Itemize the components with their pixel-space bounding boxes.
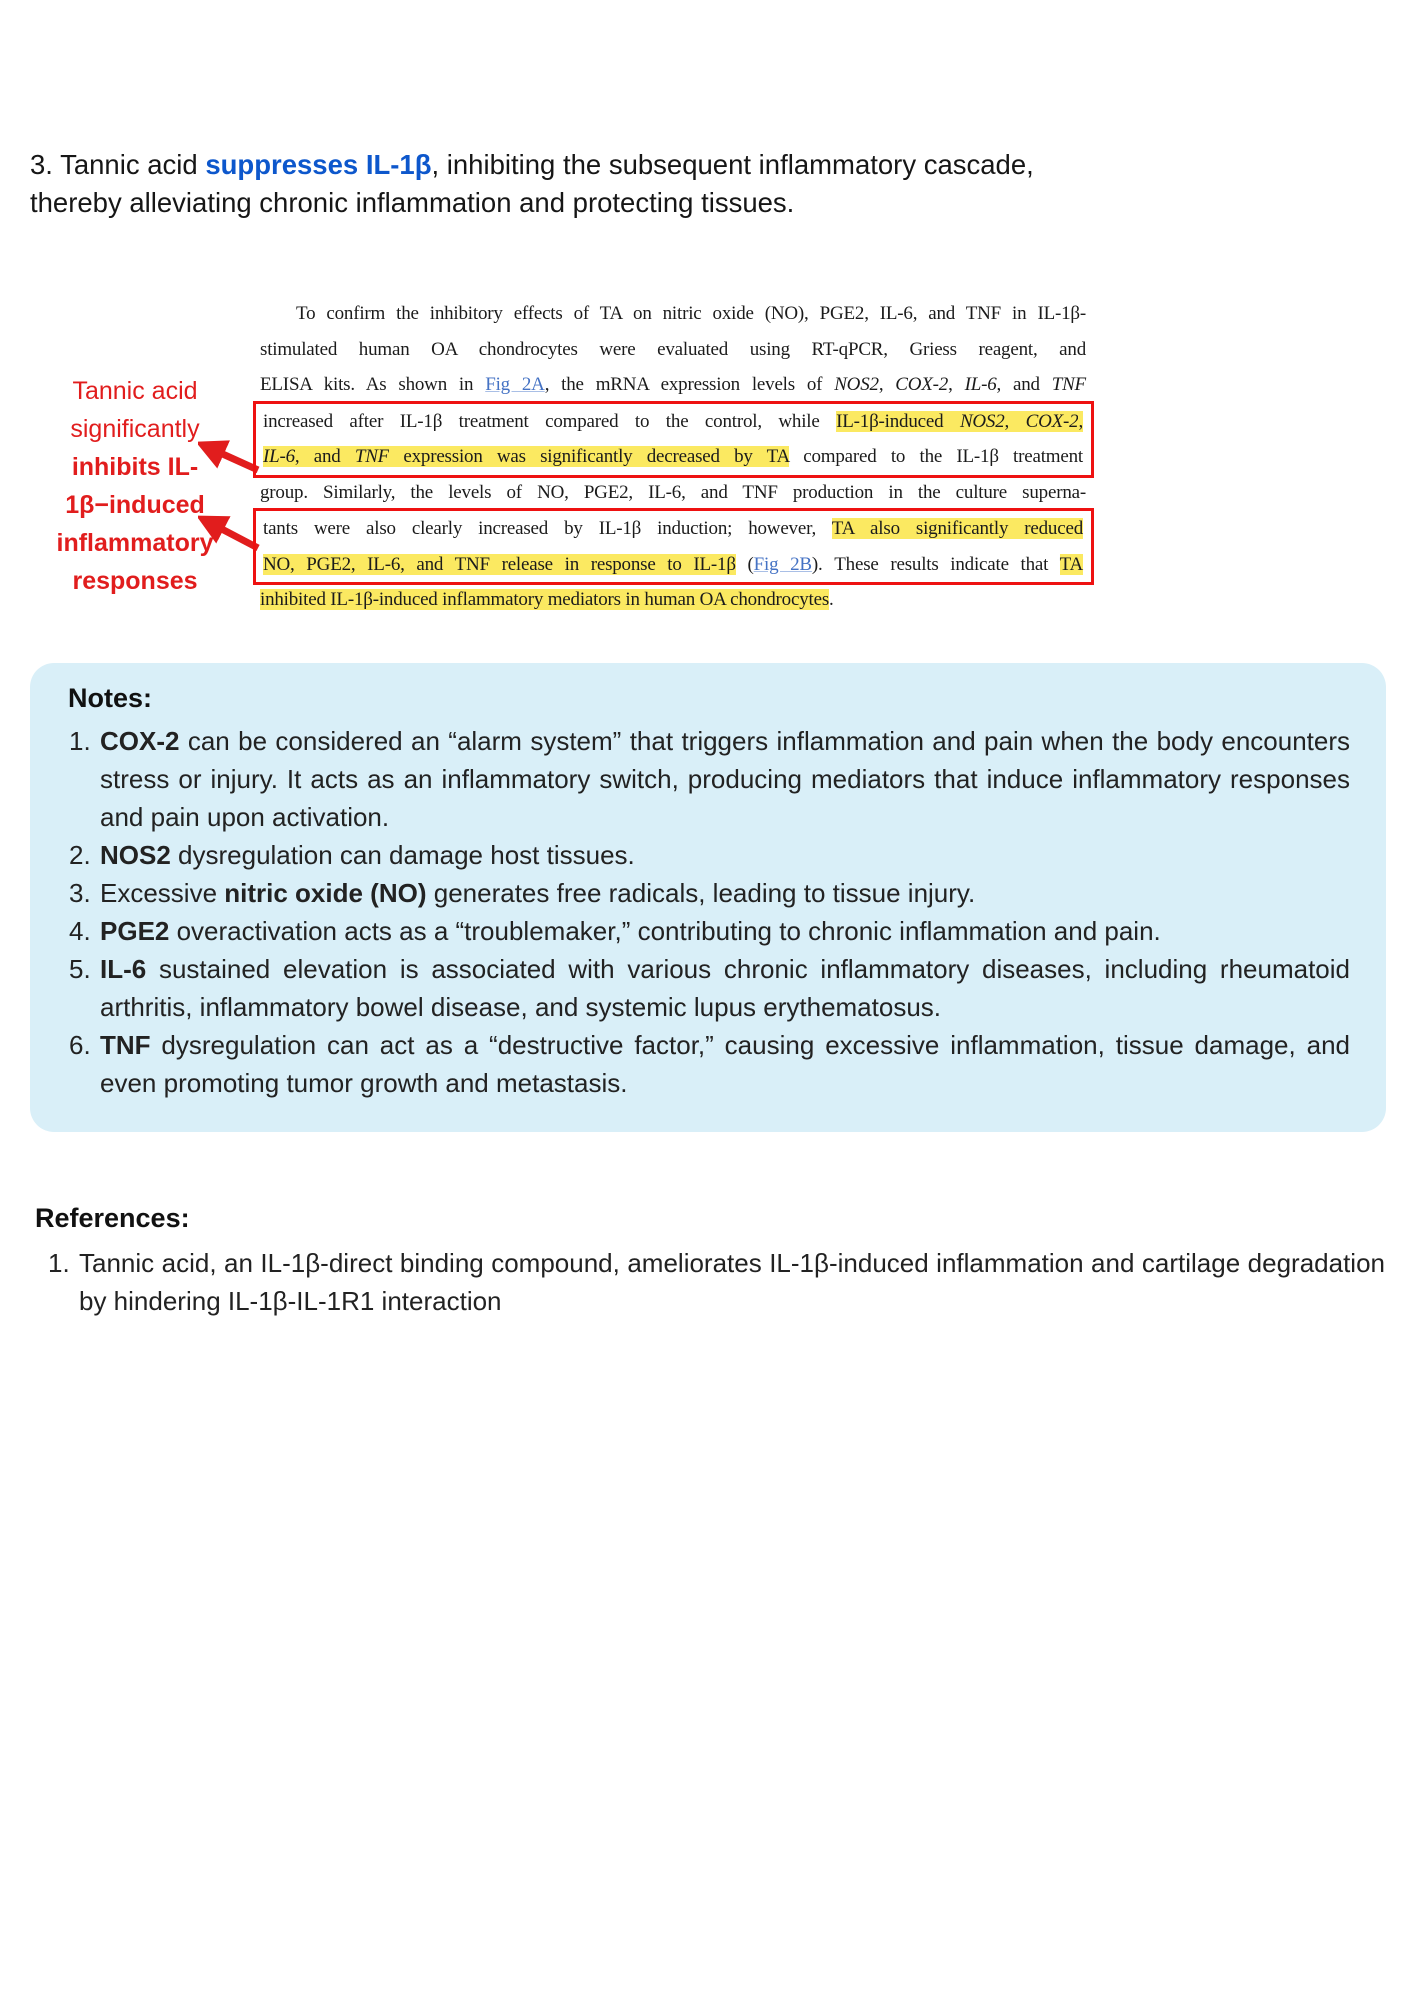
paper-excerpt	[260, 296, 1086, 618]
text-segment: , inhibiting the subsequent inflammatory cascade, thereby alleviating chronic inflammation and protecting tissues.	[30, 149, 1034, 218]
text-segment: Excessive	[100, 878, 225, 908]
text-segment: , the mRNA expression levels of	[544, 374, 835, 395]
text-segment: TNF	[1051, 374, 1086, 395]
notes-list	[56, 722, 1350, 1102]
text-segment: NO, PGE2, IL-6, and TNF release in response to IL-1β	[263, 553, 736, 575]
text-segment: COX-2	[895, 374, 949, 395]
text-segment: ,	[1004, 410, 1026, 432]
text-segment: To confirm the inhibitory effects of TA on nitric oxide (NO), PGE2, IL-6, and TNF in IL-1β-	[296, 303, 1086, 324]
excerpt-line	[263, 511, 1083, 547]
text-segment: dysregulation can act as a “destructive factor,” causing excessive inflammation, tissue damage, and even promoting tumor growth and metastasis.	[100, 1030, 1350, 1098]
annotation-line: responses	[72, 567, 198, 595]
text-segment: IL-6	[100, 954, 147, 984]
note-item	[56, 950, 1350, 1026]
text-segment: PGE2	[100, 916, 170, 946]
text-segment: stimulated human OA chondrocytes were evaluated using RT-qPCR, Griess reagent, and	[260, 338, 1086, 360]
excerpt-line	[263, 547, 1083, 583]
text-segment: TNF	[354, 446, 390, 467]
note-item	[56, 874, 1350, 912]
text-segment: NOS2	[100, 840, 171, 870]
text-segment: sustained elevation is associated with various chronic inflammatory diseases, including rheumatoid arthritis, inflammatory bowel disease, and systemic lupus erythematosus.	[100, 954, 1350, 1022]
text-segment: TNF	[100, 1030, 151, 1060]
text-segment: TA also significantly reduced	[831, 518, 1083, 539]
note-item	[56, 836, 1350, 874]
annotation-line: 1β−induced	[65, 491, 205, 519]
references-list	[35, 1244, 1385, 1320]
text-segment: can be considered an “alarm system” that triggers inflammation and pain when the body encounters stress or injury. It acts as an inflammatory switch, producing mediators that induce inflammatory responses and pain upon activation.	[100, 726, 1350, 832]
text-segment: IL-6	[263, 446, 295, 467]
text-segment: tants were also clearly increased by IL-1β induction; however,	[263, 518, 832, 539]
text-segment: ,	[1078, 410, 1083, 432]
text-segment: generates free radicals, leading to tissue injury.	[426, 878, 976, 908]
text-segment: COX-2	[1025, 410, 1079, 432]
excerpt-line	[263, 439, 1083, 475]
text-segment: increased after IL-1β treatment compared to the control, while	[263, 410, 837, 432]
text-segment: , and	[294, 446, 355, 467]
text-segment: group. Similarly, the levels of NO, PGE2, IL-6, and TNF production in the culture superna-	[260, 481, 1086, 503]
annotation-line: inhibits IL-	[71, 453, 199, 481]
excerpt-line	[263, 404, 1083, 440]
note-item	[56, 722, 1350, 836]
references-section	[35, 1203, 1385, 1320]
text-segment: , and	[996, 374, 1052, 395]
notes-panel	[30, 663, 1386, 1132]
text-segment: inhibited IL-1β-induced inflammatory mediators in human OA chondrocytes	[260, 589, 830, 610]
text-segment: IL-1β-induced	[836, 410, 960, 432]
excerpt-line	[260, 332, 1086, 368]
text-segment: IL-6	[964, 374, 997, 395]
text-segment: dysregulation can damage host tissues.	[170, 840, 635, 870]
text-segment: ). These results indicate that	[811, 553, 1060, 575]
text-segment: nitric oxide (NO)	[224, 878, 427, 908]
red-annotation-box-1	[253, 401, 1094, 478]
text-segment: TA	[1059, 553, 1083, 575]
annotation-line: Tannic acid	[72, 377, 198, 405]
notes-title: Notes:	[68, 683, 153, 713]
text-segment: suppresses IL-1β	[205, 149, 432, 180]
annotation-line: inflammatory	[56, 529, 214, 557]
annotation-line: significantly	[70, 415, 200, 443]
text-segment: ,	[878, 374, 896, 395]
text-segment: .	[829, 589, 834, 610]
text-segment: compared to the IL-1β treatment	[789, 446, 1084, 467]
text-segment: Tannic acid, an IL-1β-direct binding compound, ameliorates IL-1β-induced inflammation and cartilage degradation by hindering IL-1β-IL-1R1 interaction	[79, 1248, 1385, 1316]
text-segment: NOS2	[959, 410, 1005, 432]
text-segment: ,	[948, 374, 965, 395]
text-segment: expression was significantly decreased by TA	[389, 446, 789, 467]
text-segment: NOS2	[834, 374, 879, 395]
excerpt-line	[260, 296, 1086, 332]
excerpt-line	[260, 367, 1086, 403]
text-segment: 3. Tannic acid	[30, 149, 206, 180]
text-segment: COX-2	[100, 726, 180, 756]
section-heading	[30, 146, 1045, 222]
arrow-left-icon	[216, 451, 258, 470]
text-segment: (	[735, 553, 754, 575]
note-item	[56, 1026, 1350, 1102]
reference-item	[35, 1244, 1385, 1320]
red-annotation-box-2	[253, 508, 1094, 585]
text-segment: ELISA kits. As shown in	[260, 374, 486, 395]
text-segment: overactivation acts as a “troublemaker,” contributing to chronic inflammation and pain.	[169, 916, 1161, 946]
excerpt-line	[260, 475, 1086, 511]
references-title: References:	[35, 1203, 190, 1233]
fig-2a-link[interactable]: Fig 2A	[485, 374, 545, 395]
note-item	[56, 912, 1350, 950]
excerpt-line	[260, 582, 1086, 618]
fig-2b-link[interactable]: Fig 2B	[753, 553, 812, 575]
arrow-left-icon	[216, 526, 258, 548]
